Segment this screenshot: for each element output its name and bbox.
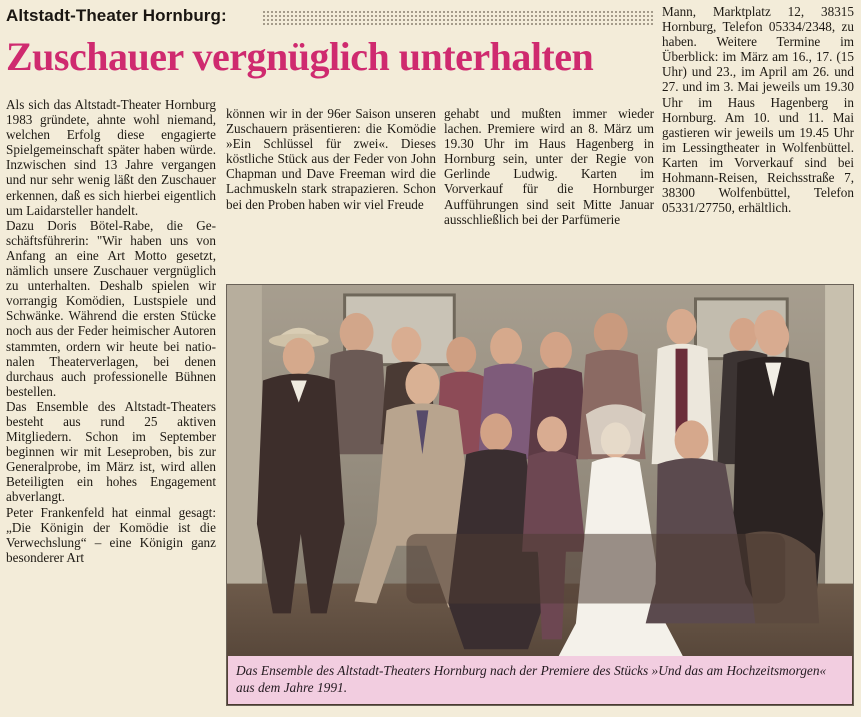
paragraph: Das Ensemble des Altstadt-Theaters besteht aus rund 25 aktiven Mitgliedern. Schon im September beginnen wir mit Leseproben, bis zur Generalprobe, im März ist, wird allen Beteiligten ein hohes Engagement abverlangt. [6, 398, 216, 505]
text-column-3 [444, 106, 654, 227]
paragraph: Dazu Doris Bötel-Rabe, die Geschäftsführerin: "Wir haben uns von Anfang an eine Art Motto gesetzt, nämlich unsere Zuschauer vergnüglich zu unterhalten. Deshalb spielen wir vorrangig Komödien, Lustspiele und Schwänke. Während die ersten Stücke noch aus der Feder heimischer Autoren stammten, ordern wir heute bei nationalen Theaterverlagen, bei denen durchaus auch professionelle Bühnen bestellen. [6, 217, 216, 399]
article-headline: Zuschauer vergnüglich unterhalten [6, 34, 594, 79]
paragraph: gehabt und mußten immer wieder lachen. Premiere wird an 8. März um 19.30 Uhr im Haus Hagenberg in Hornburg sein, unter der Regie von Gerlinde Ludwig. Karten im Vorverkauf für die Hornburger Aufführungen sind seit Mitte Januar ausschließlich bei der Parfümerie [444, 106, 654, 227]
ensemble-photo [226, 284, 854, 706]
paragraph: Als sich das Altstadt-Theater Hornburg 1983 gründete, ahnte wohl niemand, welchen Erfolg diese engagierte Spielgemeinschaft später haben würde. Inzwischen sind 13 Jahre vergangen und nur sehr wenig läßt den Zuschauer erkennen, daß es sich hierbei eigentlich um Laidarsteller handelt. [6, 97, 216, 218]
text-column-4 [662, 4, 854, 215]
photo-caption: Das Ensemble des Altstadt-Theaters Hornburg nach der Premiere des Stücks »Und das am Hochzeitsmorgen« aus dem Jahre 1991. [228, 656, 852, 704]
text-column-2 [226, 106, 436, 212]
paragraph: Peter Frankenfeld hat einmal gesagt: „Die Königin der Komödie ist die Verwechslung“ – eine Königin ganz besonderer Art [6, 504, 216, 565]
paragraph: Mann, Marktplatz 12, 38315 Hornburg, Telefon 05334/2348, zu haben. Weitere Termine im Überblick: im März am 16., 17. (15 Uhr) und 23., im April am 26. und 27. und im 3. Mai jeweils um 19.30 Uhr im Haus Hagenberg in Hornburg. Am 10. und 11. Mai gastieren wir jeweils um 19.45 Uhr im Lessingtheater in Wolfenbüttel. Karten im Vorverkauf sind bei Hohmann-Reisen, Reichsstraße 7, 38300 Wolfenbüttel, Telefon 05331/27750, erhältlich. [662, 4, 854, 216]
text-column-1 [6, 97, 216, 565]
article-kicker: Altstadt-Theater Hornburg: [6, 6, 227, 25]
sofa [406, 534, 785, 604]
paragraph: können wir in der 96er Saison unseren Zuschauern präsentieren: die Komödie »Ein Schlüssel für zwei«. Dieses köstliche Stück aus der Feder von John Chapman und Dave Freeman wird die Lachmuskeln stark strapazieren. Schon bei den Proben haben wir viel Freude [226, 106, 436, 212]
kicker-dot-rule [262, 10, 654, 25]
ensemble-photo-illustration [227, 285, 853, 705]
